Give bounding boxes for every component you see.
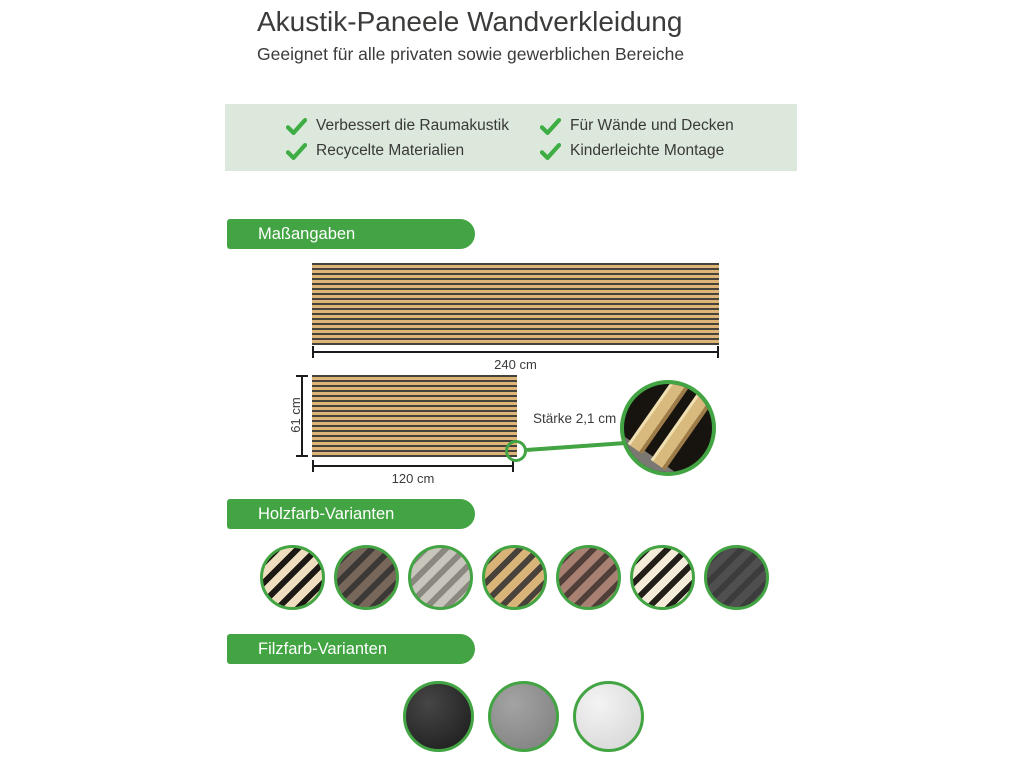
check-icon	[286, 118, 307, 135]
magnifier-connector-line	[526, 441, 626, 452]
feature-item-recycled	[286, 141, 464, 161]
feature-label: Für Wände und Decken	[570, 117, 734, 134]
section-badge-dimensions: Maßangaben	[227, 219, 475, 249]
felt-variant-row	[403, 681, 644, 752]
check-icon	[540, 118, 561, 135]
rosewood-swatch	[556, 545, 621, 610]
feature-label: Kinderleichte Montage	[570, 142, 725, 159]
feature-label: Recycelte Materialien	[316, 142, 465, 159]
gray-felt-swatch	[488, 681, 559, 752]
gray-wash-swatch	[408, 545, 473, 610]
section-badge-wood-variants: Holzfarb-Varianten	[227, 499, 475, 529]
dimension-label-61: 61 cm	[288, 397, 303, 433]
cross-section-art	[620, 380, 716, 476]
feature-label: Verbessert die Raumakustik	[316, 117, 509, 134]
walnut-swatch	[334, 545, 399, 610]
section-badge-felt-variants: Filzfarb-Varianten	[227, 634, 475, 664]
birch-black-swatch	[260, 545, 325, 610]
dimension-label-120: 120 cm	[391, 471, 435, 486]
panel-illustration-120	[312, 375, 517, 457]
magnifier-spot-circle	[505, 440, 527, 462]
panel-cross-section-magnifier	[620, 380, 716, 476]
oak-black-swatch	[482, 545, 547, 610]
thickness-label: Stärke 2,1 cm	[533, 411, 617, 426]
dimension-label-240: 240 cm	[494, 357, 537, 372]
check-icon	[540, 143, 561, 160]
wood-variant-row	[260, 545, 769, 610]
cream-black-swatch	[630, 545, 695, 610]
white-felt-swatch	[573, 681, 644, 752]
feature-item-easy-mount	[540, 141, 724, 161]
feature-item-acoustics	[286, 116, 509, 136]
anthracite-swatch	[704, 545, 769, 610]
check-icon	[286, 143, 307, 160]
panel-illustration-240	[312, 263, 719, 345]
page-title: Akustik-Paneele Wandverkleidung	[257, 6, 683, 37]
page-subtitle: Geeignet für alle privaten sowie gewerblichen Bereiche	[257, 44, 685, 64]
feature-item-walls-ceilings	[540, 116, 734, 136]
black-felt-swatch	[403, 681, 474, 752]
